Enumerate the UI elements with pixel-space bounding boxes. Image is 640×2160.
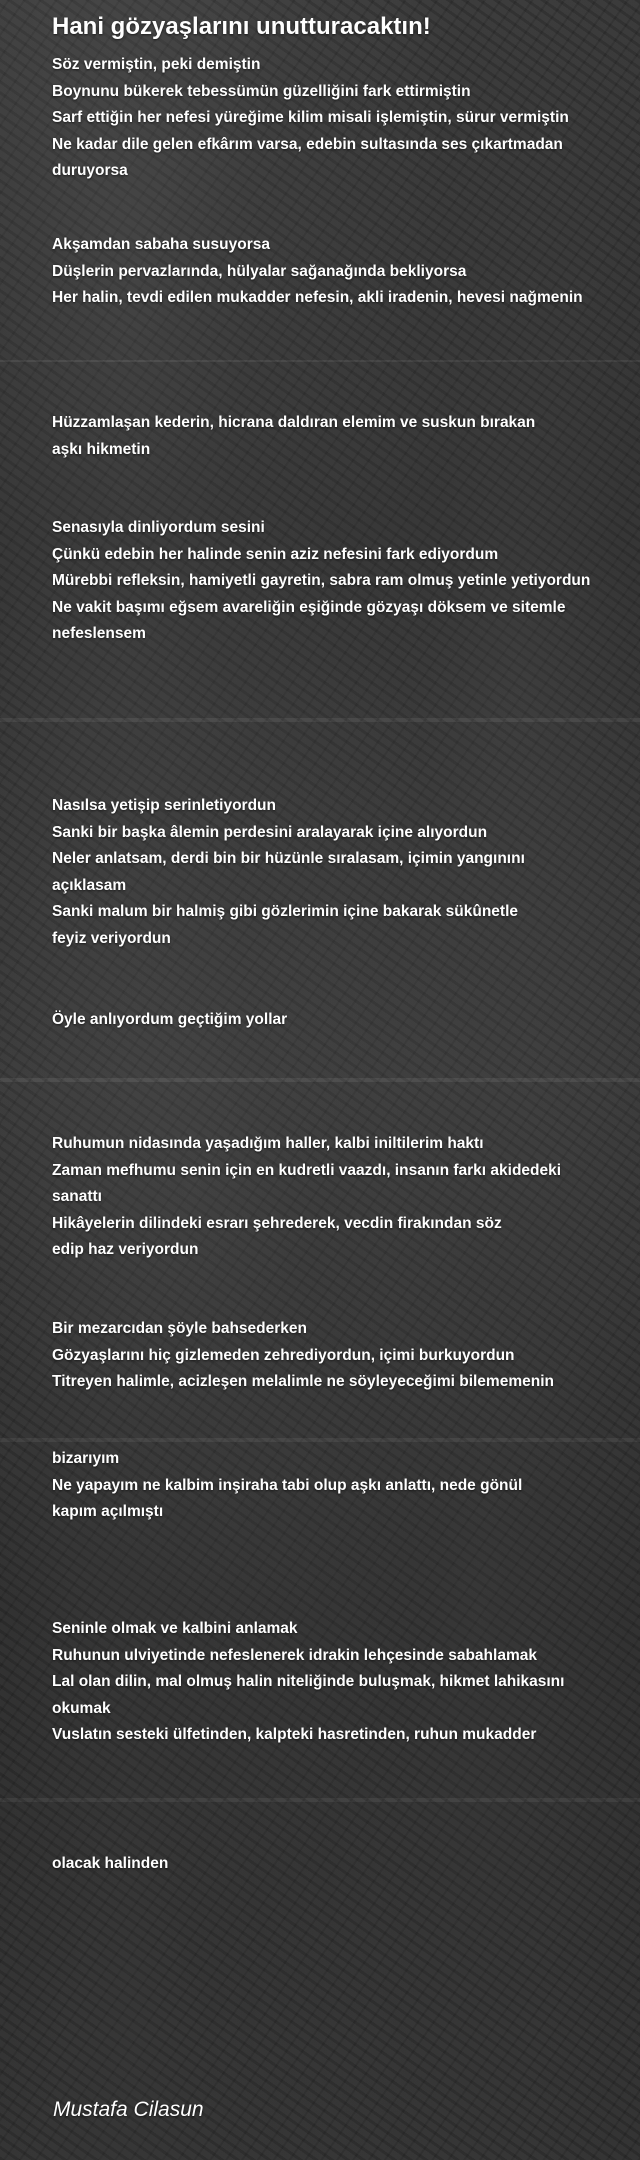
poem-line: Bir mezarcıdan şöyle bahsederken xyxy=(52,1320,308,1337)
poem-line: Senasıyla dinliyordum sesini xyxy=(52,519,265,536)
poem-line: Akşamdan sabaha susuyorsa xyxy=(52,236,270,253)
poem-line: Her halin, tevdi edilen mukadder nefesin, akli iradenin, hevesi nağmenin xyxy=(52,289,583,306)
poem-line: Ruhumun nidasında yaşadığım haller, kalbi iniltilerim haktı xyxy=(52,1135,484,1152)
poem-line: Zaman mefhumu senin için en kudretli vaazdı, insanın farkı akidedeki xyxy=(52,1161,562,1179)
poem-line: Sanki bir başka âlemin perdesini aralayarak içine alıyordun xyxy=(52,823,488,841)
poem-line: nefeslensem xyxy=(52,625,146,642)
author-name: Mustafa Cilasun xyxy=(53,2098,204,2121)
poem-line: açıklasam xyxy=(52,876,127,894)
stanza-7 xyxy=(52,1131,627,1264)
poem-line: sanattı xyxy=(52,1188,102,1205)
poem-line: Ne kadar dile gelen efkârım varsa, edebin sultasında ses çıkartmadan xyxy=(52,135,563,153)
poem-line: Söz vermiştin, peki demiştin xyxy=(52,56,261,73)
stanza-6 xyxy=(52,1007,627,1034)
poem-line: Mürebbi refleksin, hamiyetli gayretin, sabra ram olmuş yetinle yetiyordun xyxy=(52,572,591,589)
poem-line: Ruhunun ulviyetinde nefeslenerek idrakin lehçesinde sabahlamak xyxy=(52,1646,537,1664)
stanza-4 xyxy=(52,515,627,648)
stanza-2 xyxy=(52,232,627,312)
poem-line: Nasılsa yetişip serinletiyordun xyxy=(52,797,276,814)
stanza-5 xyxy=(52,793,627,952)
stanza-9 xyxy=(52,1446,627,1526)
poem-line: Öyle anlıyordum geçtiğim yollar xyxy=(52,1011,288,1028)
poem-line: Düşlerin pervazlarında, hülyalar sağanağında bekliyorsa xyxy=(52,262,467,280)
stanza-8 xyxy=(52,1316,627,1396)
poem-line: Seninle olmak ve kalbini anlamak xyxy=(52,1620,298,1637)
poem-line: edip haz veriyordun xyxy=(52,1241,199,1258)
poem-line: Sarf ettiğin her nefesi yüreğime kilim misali işlemiştin, sürur vermiştin xyxy=(52,109,569,126)
stanza-10 xyxy=(52,1616,627,1749)
poem-line: aşkı hikmetin xyxy=(52,440,151,458)
poem-line: feyiz veriyordun xyxy=(52,929,171,947)
stanza-3 xyxy=(52,410,627,463)
stanza-11 xyxy=(52,1851,627,1878)
poem-line: Lal olan dilin, mal olmuş halin niteliğinde buluşmak, hikmet lahikasını xyxy=(52,1673,565,1690)
poem-line: kapım açılmıştı xyxy=(52,1503,164,1520)
poem-line: Hikâyelerin dilindeki esrarı şehrederek, vecdin firakından söz xyxy=(52,1214,502,1232)
poem-line: olacak halinden xyxy=(52,1855,169,1872)
poem-line: Neler anlatsam, derdi bin bir hüzünle sıralasam, içimin yangınını xyxy=(52,850,525,867)
poem-line: bizarıyım xyxy=(52,1450,120,1467)
poem-line: Hüzzamlaşan kederin, hicrana daldıran elemim ve suskun bırakan xyxy=(52,414,536,431)
stanza-1 xyxy=(52,52,627,185)
poem-line: Titreyen halimle, acizleşen melalimle ne söyleyeceğimi bilememenin xyxy=(52,1373,554,1390)
poem-line: Sanki malum bir halmiş gibi gözlerimin içine bakarak sükûnetle xyxy=(52,903,519,920)
poem-line: duruyorsa xyxy=(52,162,128,179)
poem-title: Hani gözyaşlarını unutturacaktın! xyxy=(52,13,431,40)
poem-line: Vuslatın sesteki ülfetinden, kalpteki hasretinden, ruhun mukadder xyxy=(52,1726,537,1743)
poem-line: okumak xyxy=(52,1699,111,1717)
poem-line: Ne vakit başımı eğsem avareliğin eşiğinde gözyaşı döksem ve sitemle xyxy=(52,598,566,616)
poem-line: Çünkü edebin her halinde senin aziz nefesini fark ediyordum xyxy=(52,545,499,563)
poem-line: Ne yapayım ne kalbim inşiraha tabi olup aşkı anlattı, nede gönül xyxy=(52,1476,523,1494)
poem-line: Boynunu bükerek tebessümün güzelliğini fark ettirmiştin xyxy=(52,82,471,100)
poem-line: Gözyaşlarını hiç gizlemeden zehrediyordun, içimi burkuyordun xyxy=(52,1346,515,1364)
